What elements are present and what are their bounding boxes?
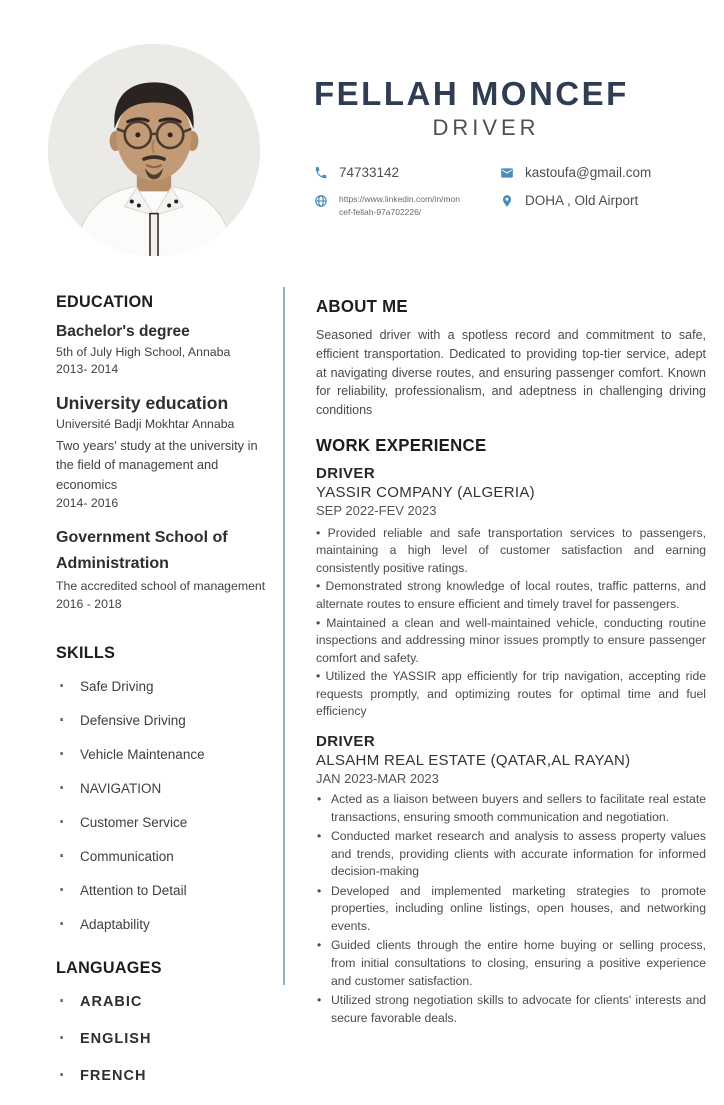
phone-icon bbox=[314, 166, 328, 180]
language-item: · ENGLISH bbox=[56, 1031, 276, 1047]
candidate-name: FELLAH MONCEF bbox=[314, 75, 629, 112]
job-company: YASSIR COMPANY (ALGERIA) bbox=[316, 483, 535, 501]
about-heading: ABOUT ME bbox=[316, 296, 408, 316]
contact-phone bbox=[314, 165, 500, 180]
main-content bbox=[316, 296, 706, 1029]
portrait-illustration bbox=[48, 44, 260, 256]
education-school: Université Badji Mokhtar Annaba bbox=[56, 417, 235, 432]
job-bullet: • Developed and implemented marketing strategies to promote properties, including online listings, open houses, and networking events. bbox=[316, 883, 706, 936]
skill-item: · NAVIGATION bbox=[56, 781, 276, 796]
skill-item: · Customer Service bbox=[56, 815, 276, 830]
education-heading: EDUCATION bbox=[56, 292, 154, 311]
job-company: ALSAHM REAL ESTATE (QATAR,AL RAYAN) bbox=[316, 751, 631, 769]
languages-list bbox=[56, 994, 276, 1084]
contact-info bbox=[314, 165, 710, 219]
job-role: DRIVER bbox=[316, 464, 376, 482]
education-school: The accredited school of management bbox=[56, 579, 266, 594]
language-item: · ARABIC bbox=[56, 994, 276, 1010]
skill-item: · Communication bbox=[56, 849, 276, 864]
education-section bbox=[56, 292, 276, 613]
job-bullet: • Utilized strong negotiation skills to advocate for clients' interests and secure favorable deals. bbox=[316, 992, 706, 1027]
job-entry bbox=[316, 733, 706, 1027]
job-bullets bbox=[316, 791, 706, 1027]
education-note: Two years' study at the university in the field of management and economics bbox=[56, 437, 258, 493]
candidate-title: DRIVER bbox=[432, 115, 540, 141]
job-bullet: • Conducted market research and analysis to assess property values and trends, providing clients with accurate information for informed decision-making bbox=[316, 828, 706, 881]
skill-item: · Vehicle Maintenance bbox=[56, 747, 276, 762]
education-title: Government School of Administration bbox=[56, 529, 228, 572]
education-school: 5th of July High School, Annaba bbox=[56, 345, 231, 360]
job-bullet: • Guided clients through the entire home buying or selling process, from initial consultations to closing, ensuring a positive experience and customer satisfaction. bbox=[316, 937, 706, 990]
map-pin-icon bbox=[500, 194, 514, 208]
job-dates: JAN 2023-MAR 2023 bbox=[316, 770, 439, 786]
linkedin-value: https://www.linkedin.com/in/moncef-fellah-97a702226/ bbox=[339, 194, 460, 218]
skills-section bbox=[56, 643, 276, 932]
language-item: · FRENCH bbox=[56, 1068, 276, 1084]
phone-value: 74733142 bbox=[339, 165, 400, 181]
education-title: Bachelor's degree bbox=[56, 323, 190, 340]
sidebar bbox=[56, 292, 276, 1105]
skills-heading: SKILLS bbox=[56, 642, 116, 662]
job-dates: SEP 2022-FEV 2023 bbox=[316, 502, 437, 518]
envelope-icon bbox=[500, 166, 514, 180]
skill-item: · Adaptability bbox=[56, 917, 276, 932]
languages-section bbox=[56, 958, 276, 1084]
job-bullet: • Maintained a clean and well-maintained vehicle, conducting routine inspections and addressing minor issues promptly to ensure passenger comfort and safety. bbox=[316, 615, 706, 668]
location-value: DOHA , Old Airport bbox=[525, 193, 639, 209]
skill-item: · Attention to Detail bbox=[56, 883, 276, 898]
job-bullets bbox=[316, 525, 706, 721]
education-item bbox=[56, 525, 276, 613]
job-role: DRIVER bbox=[316, 732, 376, 750]
education-dates: 2013- 2014 bbox=[56, 362, 119, 377]
education-item bbox=[56, 392, 276, 513]
job-bullet: • Demonstrated strong knowledge of local routes, traffic patterns, and alternate routes to ensure efficient and timely travel for passengers. bbox=[316, 578, 706, 613]
globe-icon bbox=[314, 194, 328, 208]
about-text: Seasoned driver with a spotless record and commitment to safe, efficient transportation. Dedicated to providing top-tier service, adept at navigating diverse routes, and ensuring passenger comfort. Known for reliability, professionalism, and adeptness in challenging driving conditions bbox=[316, 328, 706, 417]
education-dates: 2016 - 2018 bbox=[56, 596, 122, 611]
header bbox=[314, 76, 710, 220]
work-section bbox=[316, 435, 706, 1028]
skill-item: · Safe Driving bbox=[56, 679, 276, 694]
contact-email bbox=[500, 165, 710, 180]
work-heading: WORK EXPERIENCE bbox=[316, 434, 487, 455]
education-title: University education bbox=[56, 392, 229, 413]
job-bullet: • Utilized the YASSIR app efficiently for trip navigation, accepting ride requests promptly, and optimizing routes for optimal time and fuel efficiency bbox=[316, 668, 706, 721]
contact-location bbox=[500, 193, 710, 219]
about-section bbox=[316, 296, 706, 420]
contact-linkedin bbox=[314, 193, 500, 219]
skill-item: · Defensive Driving bbox=[56, 713, 276, 728]
job-bullet: • Provided reliable and safe transportation services to passengers, maintaining a high level of customer satisfaction and earning consistently positive ratings. bbox=[316, 525, 706, 578]
education-item bbox=[56, 322, 276, 379]
job-entry bbox=[316, 465, 706, 721]
skills-list bbox=[56, 679, 276, 932]
job-bullet: • Acted as a liaison between buyers and sellers to facilitate real estate transactions, ensuring smooth communication and negotiation. bbox=[316, 791, 706, 826]
column-divider bbox=[283, 287, 285, 985]
email-value: kastoufa@gmail.com bbox=[525, 165, 652, 181]
education-dates: 2014- 2016 bbox=[56, 495, 119, 510]
languages-heading: LANGUAGES bbox=[56, 957, 162, 977]
profile-photo bbox=[48, 44, 260, 256]
